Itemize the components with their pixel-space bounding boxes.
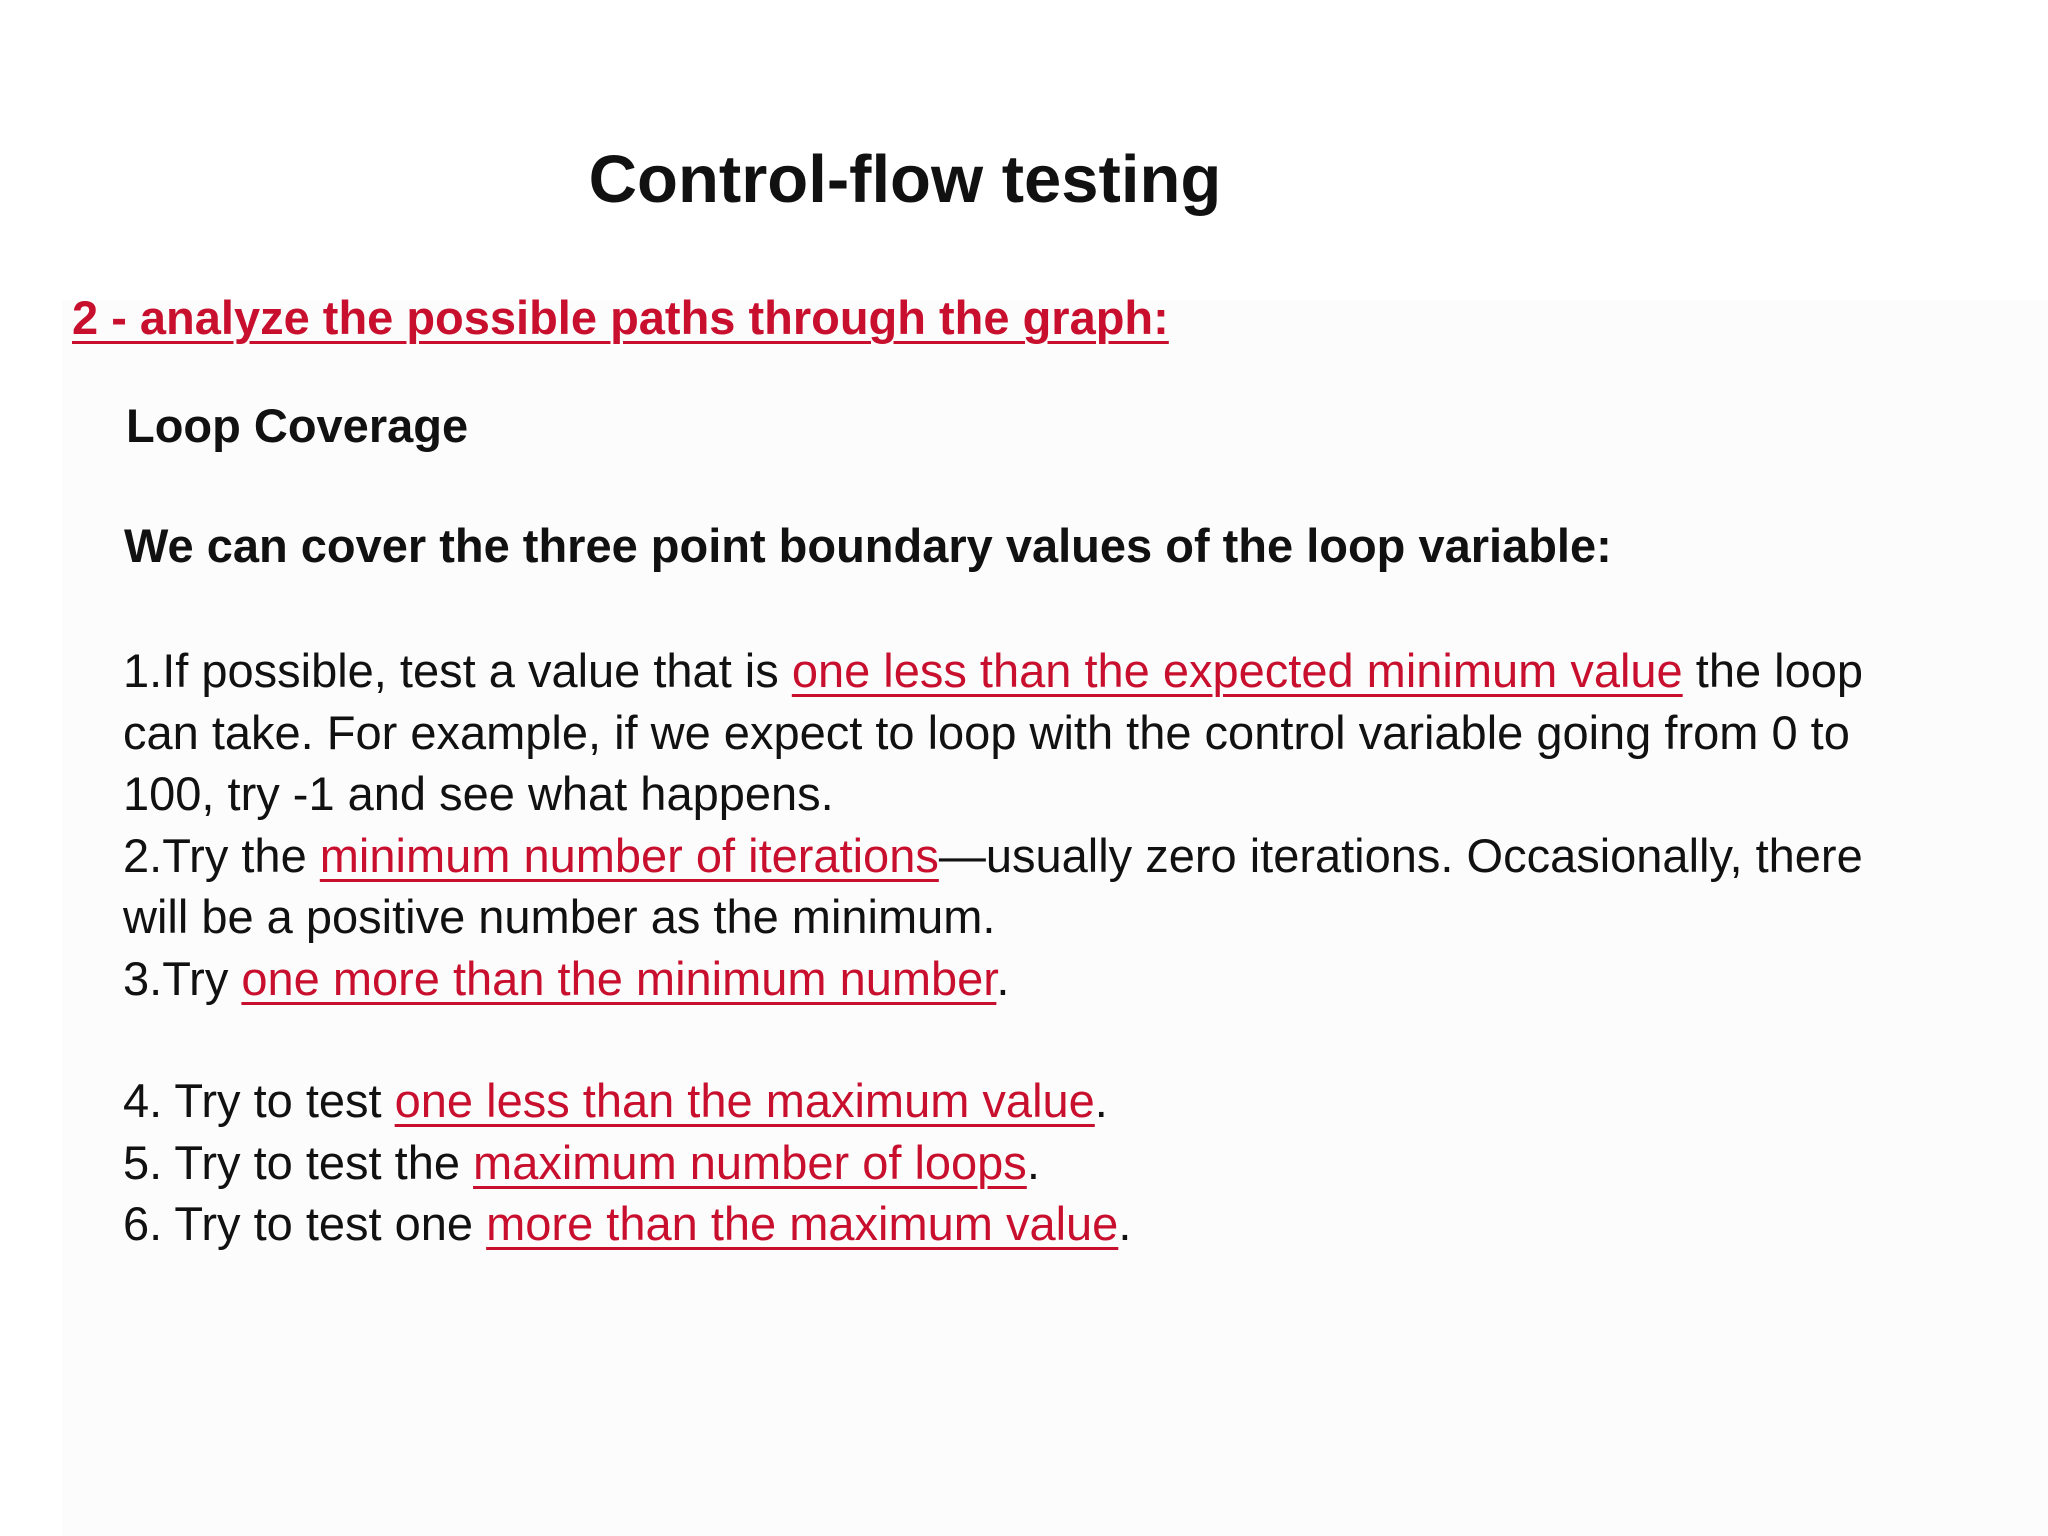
list-item-1-suffix: the loop can take. For example, if we expect to loop with the control variable going from 0 to 100, try -1 and see what happens. bbox=[123, 644, 1864, 820]
list-item-4-suffix: . bbox=[1094, 1074, 1108, 1127]
list-item-2-highlight: minimum number of iterations bbox=[319, 828, 939, 882]
sub-heading-loop-coverage: Loop Coverage bbox=[126, 399, 469, 452]
list-item-5-highlight: maximum number of loops bbox=[473, 1135, 1027, 1189]
list-item-1-prefix: 1.If possible, test a value that is bbox=[123, 644, 792, 697]
list-item-5-prefix: 5. Try to test the bbox=[123, 1135, 474, 1189]
list-item-3-suffix: . bbox=[996, 951, 1010, 1005]
list-block-maximum bbox=[123, 1070, 1923, 1255]
list-item-4-prefix: 4. Try to test bbox=[123, 1074, 395, 1127]
list-item-6-prefix: 6. Try to test one bbox=[123, 1197, 487, 1250]
intro-text: We can cover the three point boundary values of the loop variable: bbox=[124, 519, 1612, 572]
list-item-6 bbox=[123, 1193, 1923, 1255]
slide-title: Control-flow testing bbox=[588, 142, 1222, 217]
list-item-4-highlight: one less than the maximum value bbox=[394, 1074, 1095, 1127]
list-item-3 bbox=[123, 948, 1923, 1010]
section-heading: 2 - analyze the possible paths through the graph: bbox=[72, 291, 1169, 344]
list-item-3-highlight: one more than the minimum number bbox=[241, 951, 997, 1005]
list-item-4 bbox=[123, 1070, 1923, 1132]
list-item-5-suffix: . bbox=[1026, 1135, 1040, 1189]
list-block-minimum bbox=[123, 640, 1923, 1009]
list-item-3-prefix: 3.Try bbox=[123, 951, 242, 1005]
list-item-6-suffix: . bbox=[1118, 1197, 1132, 1250]
list-item-2 bbox=[123, 825, 1923, 948]
list-item-5 bbox=[123, 1132, 1923, 1194]
list-item-6-highlight: more than the maximum value bbox=[486, 1197, 1119, 1250]
list-item-2-prefix: 2.Try the bbox=[123, 828, 320, 882]
list-item-2-suffix: —usually zero iterations. Occasionally, there will be a positive number as the minimum. bbox=[123, 828, 1863, 943]
list-item-1 bbox=[123, 640, 1923, 825]
list-item-1-highlight: one less than the expected minimum value bbox=[791, 644, 1683, 697]
